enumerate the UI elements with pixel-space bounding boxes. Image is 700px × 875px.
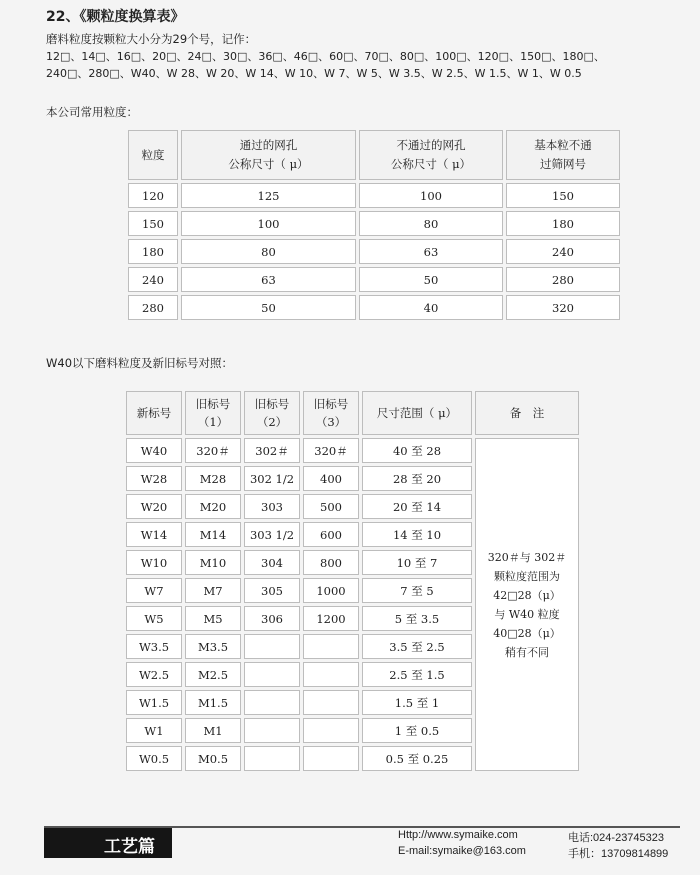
table-cell: 28 至 20 xyxy=(362,466,472,491)
table-header-row xyxy=(128,130,620,180)
table-cell: W2.5 xyxy=(126,662,182,687)
table-cell: 2.5 至 1.5 xyxy=(362,662,472,687)
table-cell: W14 xyxy=(126,522,182,547)
table-cell xyxy=(303,718,359,743)
table-row xyxy=(128,183,620,208)
table-cell: W1.5 xyxy=(126,690,182,715)
table-cell: 240 xyxy=(506,239,620,264)
table-cell: 320 xyxy=(506,295,620,320)
table-cell xyxy=(244,718,300,743)
table-cell: 100 xyxy=(181,211,356,236)
table-row xyxy=(128,239,620,264)
table-cell: W10 xyxy=(126,550,182,575)
column-header-label: 不通过的网孔 xyxy=(396,138,466,152)
table-cell xyxy=(303,690,359,715)
table-cell: W1 xyxy=(126,718,182,743)
column-header xyxy=(362,391,472,435)
column-header-label: 新标号 xyxy=(136,406,172,420)
table-cell: 14 至 10 xyxy=(362,522,472,547)
table-cell: M7 xyxy=(185,578,241,603)
phone-number: 电话:024-23745323 xyxy=(568,832,665,844)
table-cell: 80 xyxy=(181,239,356,264)
column-header xyxy=(185,391,241,435)
table-cell: 180 xyxy=(506,211,620,236)
table-cell xyxy=(303,662,359,687)
intro-line-2: 12□、14□、16□、20□、24□、30□、36□、46□、60□、70□、80□、100□、120□、150□、180□、 xyxy=(46,50,605,63)
column-header-label: 粒度 xyxy=(141,147,165,162)
table-row xyxy=(126,438,579,463)
column-header-unit: 公称尺寸（ μ） xyxy=(390,157,472,171)
table-cell: W7 xyxy=(126,578,182,603)
table-cell: M1 xyxy=(185,718,241,743)
table-cell: 63 xyxy=(359,239,503,264)
table-cell: W3.5 xyxy=(126,634,182,659)
website-link[interactable]: Http://www.symaike.com xyxy=(398,829,518,841)
table-cell: M1.5 xyxy=(185,690,241,715)
table-cell: W40 xyxy=(126,438,182,463)
table-cell: M14 xyxy=(185,522,241,547)
remark-line: 40□28（μ） xyxy=(493,626,561,640)
table-cell: 50 xyxy=(181,295,356,320)
table-cell: M0.5 xyxy=(185,746,241,771)
table-cell: 80 xyxy=(359,211,503,236)
table-cell: 120 xyxy=(128,183,178,208)
table-cell: W20 xyxy=(126,494,182,519)
table2-caption: W40以下磨料粒度及新旧标号对照： xyxy=(46,356,234,370)
table-cell xyxy=(303,746,359,771)
table-cell: 303 1/2 xyxy=(244,522,300,547)
table-cell: 304 xyxy=(244,550,300,575)
table-cell: M2.5 xyxy=(185,662,241,687)
column-header xyxy=(128,130,178,180)
table-cell: W28 xyxy=(126,466,182,491)
table-cell: 50 xyxy=(359,267,503,292)
column-header-label: 备 注 xyxy=(509,406,545,420)
table-cell: M28 xyxy=(185,466,241,491)
table-cell: 63 xyxy=(181,267,356,292)
table-cell: 150 xyxy=(506,183,620,208)
table-cell: 1 至 0.5 xyxy=(362,718,472,743)
table-cell: 150 xyxy=(128,211,178,236)
table-cell: W5 xyxy=(126,606,182,631)
table-cell: 0.5 至 0.25 xyxy=(362,746,472,771)
table-cell: 3.5 至 2.5 xyxy=(362,634,472,659)
column-header xyxy=(303,391,359,435)
table-cell: M10 xyxy=(185,550,241,575)
table-cell: W0.5 xyxy=(126,746,182,771)
column-header-label: 旧标号 xyxy=(313,397,349,411)
table-cell: 500 xyxy=(303,494,359,519)
intro-line-1: 磨料粒度按颗粒大小分为29个号，记作： xyxy=(46,32,257,46)
column-header xyxy=(475,391,579,435)
table-cell: 1000 xyxy=(303,578,359,603)
column-header-label: 旧标号 xyxy=(254,397,290,411)
table-cell: 5 至 3.5 xyxy=(362,606,472,631)
column-header-label: 通过的网孔 xyxy=(239,138,298,152)
table-cell: 305 xyxy=(244,578,300,603)
mobile-number: 手机：13709814899 xyxy=(568,848,669,860)
table-cell: 40 至 28 xyxy=(362,438,472,463)
column-header-label: 尺寸范围（ μ） xyxy=(376,406,458,420)
table-cell: 1200 xyxy=(303,606,359,631)
remark-line: 稍有不同 xyxy=(505,645,549,659)
table-cell: M20 xyxy=(185,494,241,519)
table-cell: 40 xyxy=(359,295,503,320)
table-row xyxy=(128,295,620,320)
table-cell: 302 1/2 xyxy=(244,466,300,491)
table-row xyxy=(128,267,620,292)
table-cell: 400 xyxy=(303,466,359,491)
table-cell: 240 xyxy=(128,267,178,292)
table-cell: 280 xyxy=(128,295,178,320)
column-header-label: 基本粒不通 xyxy=(534,138,592,152)
table-cell: 303 xyxy=(244,494,300,519)
table-cell: M5 xyxy=(185,606,241,631)
table-cell xyxy=(303,634,359,659)
table-cell: 7 至 5 xyxy=(362,578,472,603)
column-header xyxy=(244,391,300,435)
column-header xyxy=(359,130,503,180)
column-header-index: （2） xyxy=(256,415,288,429)
table-cell xyxy=(244,746,300,771)
column-header xyxy=(506,130,620,180)
table-cell: 320＃ xyxy=(185,438,241,463)
table-cell: 180 xyxy=(128,239,178,264)
table-header-row xyxy=(126,391,579,435)
table-cell: 100 xyxy=(359,183,503,208)
table-cell: 306 xyxy=(244,606,300,631)
table-cell xyxy=(244,662,300,687)
column-header-unit: 过筛网号 xyxy=(540,157,586,171)
remark-line: 320＃与 302＃ xyxy=(487,550,567,564)
remark-line: 42□28（μ） xyxy=(493,588,561,602)
intro-line-3: 240□、280□、W40、W 28、W 20、W 14、W 10、W 7、W 5、W 3.5、W 2.5、W 1.5、W 1、W 0.5 xyxy=(46,67,582,80)
table-cell: 302＃ xyxy=(244,438,300,463)
remark-line: 与 W40 粒度 xyxy=(494,607,560,621)
table-cell xyxy=(244,634,300,659)
column-header-unit: 公称尺寸（ μ） xyxy=(228,157,309,171)
column-header-label: 旧标号 xyxy=(195,397,231,411)
table-cell: 320＃ xyxy=(303,438,359,463)
table-cell: 280 xyxy=(506,267,620,292)
page-title: 22、《颗粒度换算表》 xyxy=(46,9,185,25)
column-header xyxy=(181,130,356,180)
fine-grit-conversion-table xyxy=(123,388,582,774)
table-cell: 20 至 14 xyxy=(362,494,472,519)
table-cell xyxy=(244,690,300,715)
table-cell: M3.5 xyxy=(185,634,241,659)
column-header-index: （3） xyxy=(315,415,347,429)
remarks-cell xyxy=(475,438,579,771)
section-title: 工艺篇 xyxy=(104,837,155,857)
column-header-index: （1） xyxy=(197,415,229,429)
column-header xyxy=(126,391,182,435)
remark-line: 颗粒度范围为 xyxy=(494,569,560,583)
table-cell: 10 至 7 xyxy=(362,550,472,575)
table1-caption: 本公司常用粒度： xyxy=(46,105,138,119)
table-cell: 125 xyxy=(181,183,356,208)
common-grit-table xyxy=(125,127,623,323)
email-link[interactable]: E-mail:symaike@163.com xyxy=(398,845,526,857)
table-cell: 600 xyxy=(303,522,359,547)
table-row xyxy=(128,211,620,236)
table-cell: 800 xyxy=(303,550,359,575)
table-cell: 1.5 至 1 xyxy=(362,690,472,715)
